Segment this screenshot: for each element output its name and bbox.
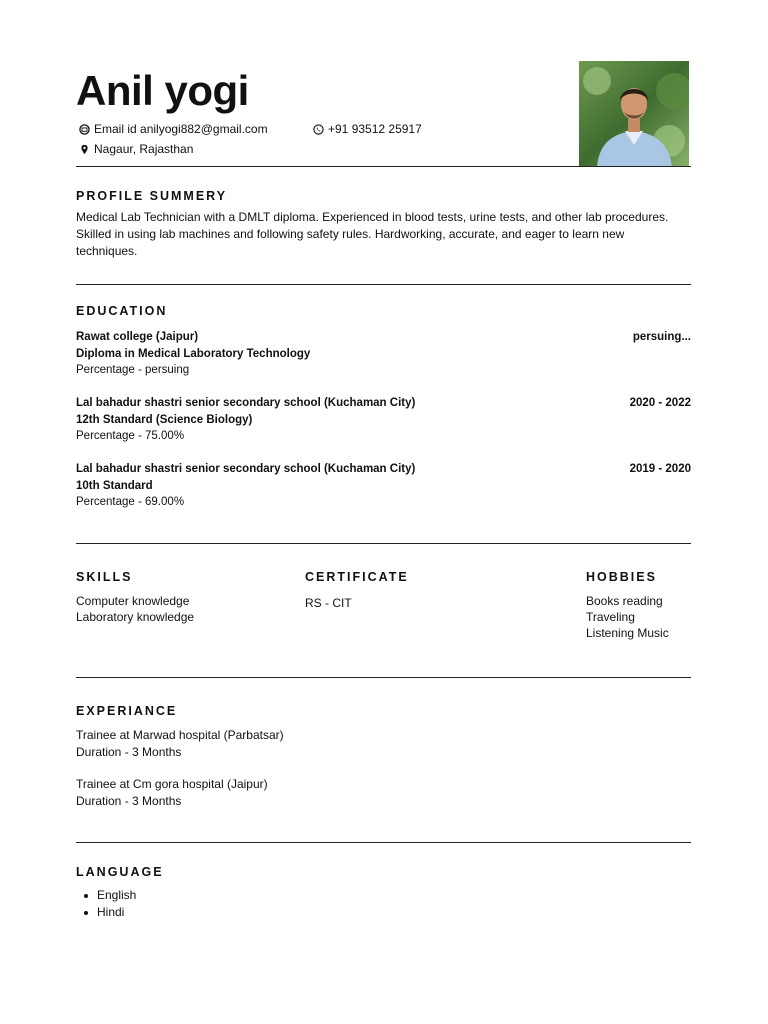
education-score: Percentage - 75.00%: [76, 430, 185, 442]
skill-item: Computer knowledge: [76, 594, 190, 608]
divider: [76, 842, 691, 843]
bullet-icon: [84, 894, 88, 898]
education-entry: [76, 329, 691, 379]
hobby-item: Traveling: [586, 610, 635, 624]
phone-text: +91 93512 25917: [328, 122, 422, 136]
location-pin-icon: [79, 144, 90, 155]
language-item: [84, 887, 136, 904]
skills-heading: SKILLS: [76, 570, 133, 584]
email-text: Email id anilyogi882@gmail.com: [94, 122, 268, 136]
school-name: Rawat college (Jaipur): [76, 331, 199, 343]
education-score: Percentage - 69.00%: [76, 496, 185, 508]
education-score: Percentage - persuing: [76, 364, 190, 376]
language-name: English: [97, 888, 137, 902]
education-entry: [76, 395, 691, 445]
divider: [76, 677, 691, 678]
school-name: Lal bahadur shastri senior secondary school (Kuchaman City): [76, 397, 416, 409]
degree-name: Diploma in Medical Laboratory Technology: [76, 347, 311, 360]
certificate-item: RS - CIT: [305, 596, 352, 610]
profile-photo: [579, 61, 689, 167]
experience-entry: [76, 776, 268, 810]
language-list: [84, 887, 136, 921]
degree-name: 10th Standard: [76, 479, 153, 492]
skills-list: [76, 593, 194, 625]
hobby-item: Books reading: [586, 594, 663, 608]
degree-name: 12th Standard (Science Biology): [76, 413, 253, 426]
education-entry: [76, 461, 691, 511]
divider: [76, 543, 691, 544]
divider: [76, 284, 691, 285]
skill-item: Laboratory knowledge: [76, 610, 195, 624]
experience-heading: EXPERIANCE: [76, 704, 178, 718]
language-name: Hindi: [97, 905, 125, 919]
location-contact: [79, 141, 193, 157]
phone-contact: [313, 121, 422, 137]
language-heading: LANGUAGE: [76, 865, 164, 879]
school-name: Lal bahadur shastri senior secondary school (Kuchaman City): [76, 463, 416, 475]
profile-heading: PROFILE SUMMERY: [76, 189, 228, 203]
experience-role: Trainee at Cm gora hospital (Jaipur): [76, 777, 268, 791]
experience-duration: Duration - 3 Months: [76, 794, 182, 808]
certificate-heading: CERTIFICATE: [305, 570, 409, 584]
certificate-list: [305, 595, 352, 611]
education-date: 2020 - 2022: [629, 397, 691, 409]
divider: [76, 166, 691, 167]
language-item: [84, 904, 136, 921]
hobbies-list: [586, 593, 669, 641]
hobbies-heading: HOBBIES: [586, 570, 657, 584]
experience-role: Trainee at Marwad hospital (Parbatsar): [76, 728, 284, 742]
email-contact: [79, 121, 268, 137]
phone-icon: [313, 124, 324, 135]
hobby-item: Listening Music: [586, 626, 669, 640]
profile-text: Medical Lab Technician with a DMLT diploma. Experienced in blood tests, urine tests, and other lab procedures. Skilled in using lab machines and following safety rules. Hardworking, accurate, and eager to learn new techniques.: [76, 210, 669, 258]
email-icon: [79, 124, 90, 135]
education-date: persuing...: [632, 331, 691, 343]
location-text: Nagaur, Rajasthan: [94, 142, 194, 156]
candidate-name: Anil yogi: [76, 67, 249, 114]
education-heading: EDUCATION: [76, 304, 168, 318]
bullet-icon: [84, 911, 88, 915]
experience-entry: [76, 727, 284, 761]
experience-duration: Duration - 3 Months: [76, 745, 182, 759]
education-date: 2019 - 2020: [629, 463, 691, 475]
